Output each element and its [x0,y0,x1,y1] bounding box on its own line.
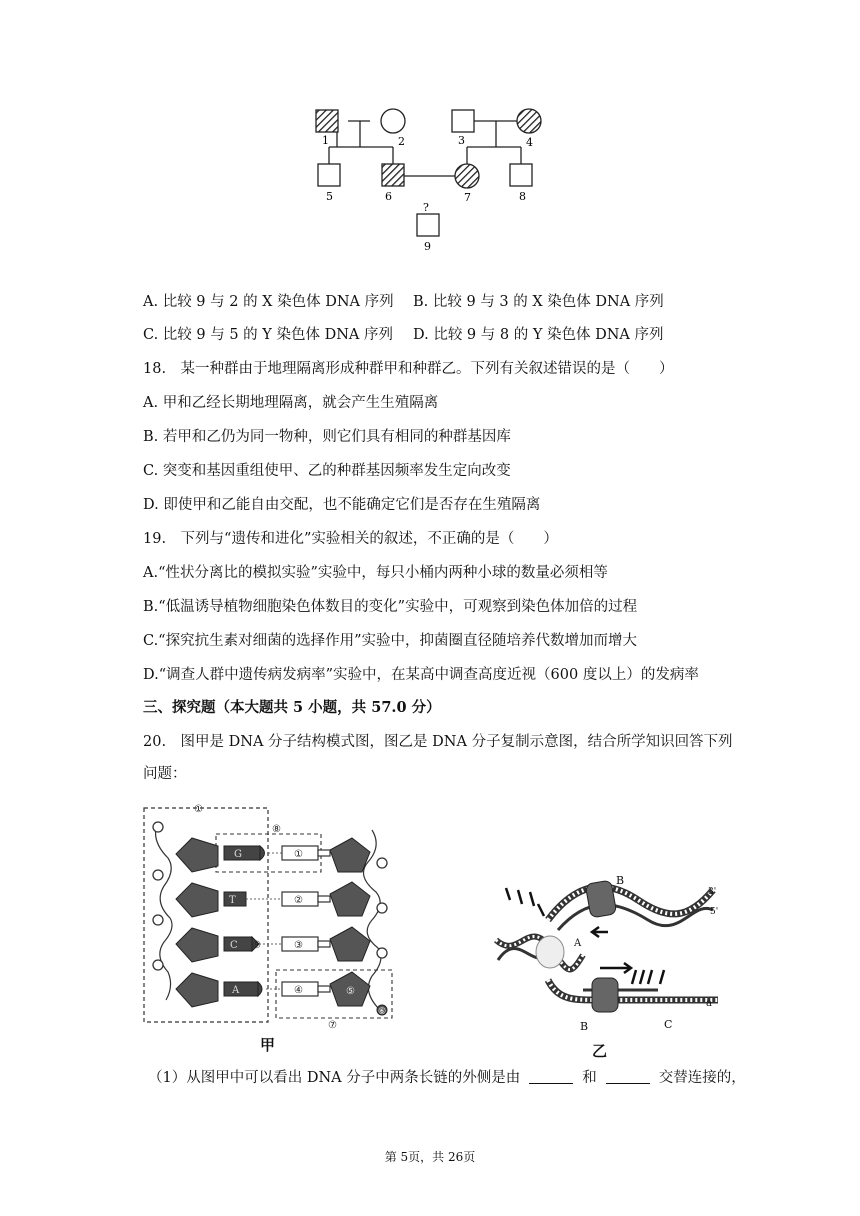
pedigree-individual-5 [318,164,340,186]
label-6: ⑥ [378,1007,387,1017]
label-a-enzyme: A [574,938,582,949]
answer-blank-2[interactable] [606,1069,650,1084]
q19-option-a: A.“性状分离比的模拟实验”实验中，每只小桶内两种小球的数量必须相等 [143,565,608,581]
q20-sub1-suffix: 交替连接的， [658,1070,746,1086]
q17-option-c: C. 比较 9 与 5 的 Y 染色体 DNA 序列 [143,327,393,343]
q18-option-b: B. 若甲和乙仍为同一物种，则它们具有相同的种群基因库 [143,429,511,445]
label-2: ② [294,895,303,906]
pedigree-unknown-mark: ? [423,201,429,214]
pedigree-label-4: 4 [526,136,533,149]
page-footer: 第 5页，共 26页 [384,1150,476,1164]
pedigree-individual-4 [517,109,541,133]
base-g: G [234,849,242,860]
q18-option-c: C. 突变和基因重组使甲、乙的种群基因频率发生定向改变 [143,463,511,479]
q20-stem-line1: 20. 图甲是 DNA 分子结构模式图，图乙是 DNA 分子复制示意图，结合所学知识回答下列 [143,734,733,750]
pedigree-individual-9 [417,214,439,236]
q20-stem-line2: 问题： [143,766,187,782]
q17-option-d: D. 比较 9 与 8 的 Y 染色体 DNA 序列 [413,327,664,343]
label-3: ③ [294,940,303,951]
pedigree-label-9: 9 [424,240,431,253]
q17-option-b: B. 比较 9 与 3 的 X 染色体 DNA 序列 [413,294,664,310]
pedigree-label-6: 6 [385,190,392,203]
label-7: ⑦ [328,1020,337,1031]
pedigree-individual-6 [382,164,404,186]
q19-option-d: D.“调查人群中遗传病发病率”实验中，在某高中调查高度近视（600 度以上）的发病率 [143,667,699,683]
q18-option-d: D. 即使甲和乙能自由交配，也不能确定它们是否存在生殖隔离 [143,497,541,513]
q19-option-b: B.“低温诱导植物细胞染色体数目的变化”实验中，可观察到染色体加倍的过程 [143,599,638,615]
pedigree-label-8: 8 [519,190,526,203]
pedigree-individual-7 [455,164,479,188]
section-title: 三、探究题（本大题共 5 小题，共 57.0 分） [143,699,441,716]
pedigree-label-5: 5 [326,190,333,203]
pedigree-label-7: 7 [464,191,471,204]
base-t: T [229,895,236,906]
label-b-top: B [616,874,625,887]
q19-stem: 19. 下列与“遗传和进化”实验相关的叙述，不正确的是（ ） [143,531,558,547]
pedigree-label-1: 1 [322,134,329,147]
label-8: ⑧ [272,824,281,835]
label-5prime: 5' [710,907,719,917]
dna-structure-figure [140,800,410,1058]
pedigree-individual-2 [381,109,405,133]
q17-option-a: A. 比较 9 与 2 的 X 染色体 DNA 序列 [143,294,394,310]
answer-blank-1[interactable] [529,1069,573,1084]
q20-sub1-mid: 和 [582,1070,597,1086]
base-a: A [232,985,240,996]
label-c: C [664,1018,673,1031]
label-5: ⑤ [346,986,355,997]
label-1: ① [294,849,303,860]
pedigree-label-3: 3 [458,134,465,147]
dna-replication-figure [488,860,733,1060]
q19-option-c: C.“探究抗生素对细菌的选择作用”实验中，抑菌圈直径随培养代数增加而增大 [143,633,638,649]
q20-sub1-prefix: （1）从图甲中可以看出 DNA 分子中两条长链的外侧是由 [148,1070,521,1086]
q18-stem: 18. 某一种群由于地理隔离形成种群甲和种群乙。下列有关叙述错误的是（ ） [143,361,674,377]
figure-caption-jia: 甲 [260,1036,276,1054]
pedigree-individual-1 [316,110,338,132]
q18-option-a: A. 甲和乙经长期地理隔离，就会产生生殖隔离 [143,395,439,411]
label-1-top: ① [194,804,203,815]
figure-caption-yi: 乙 [592,1042,608,1060]
pedigree-label-2: 2 [398,135,405,148]
label-4: ④ [294,985,303,996]
base-c: C [230,940,238,951]
label-b-bottom: B [580,1020,589,1033]
pedigree-individual-8 [510,164,532,186]
pedigree-individual-3 [452,110,474,132]
label-3prime: 3' [708,887,717,897]
pedigree-chart [300,100,560,260]
q20-sub1 [148,1068,746,1088]
label-9: ⑨ [252,940,261,951]
label-a-strand: a [706,998,712,1009]
